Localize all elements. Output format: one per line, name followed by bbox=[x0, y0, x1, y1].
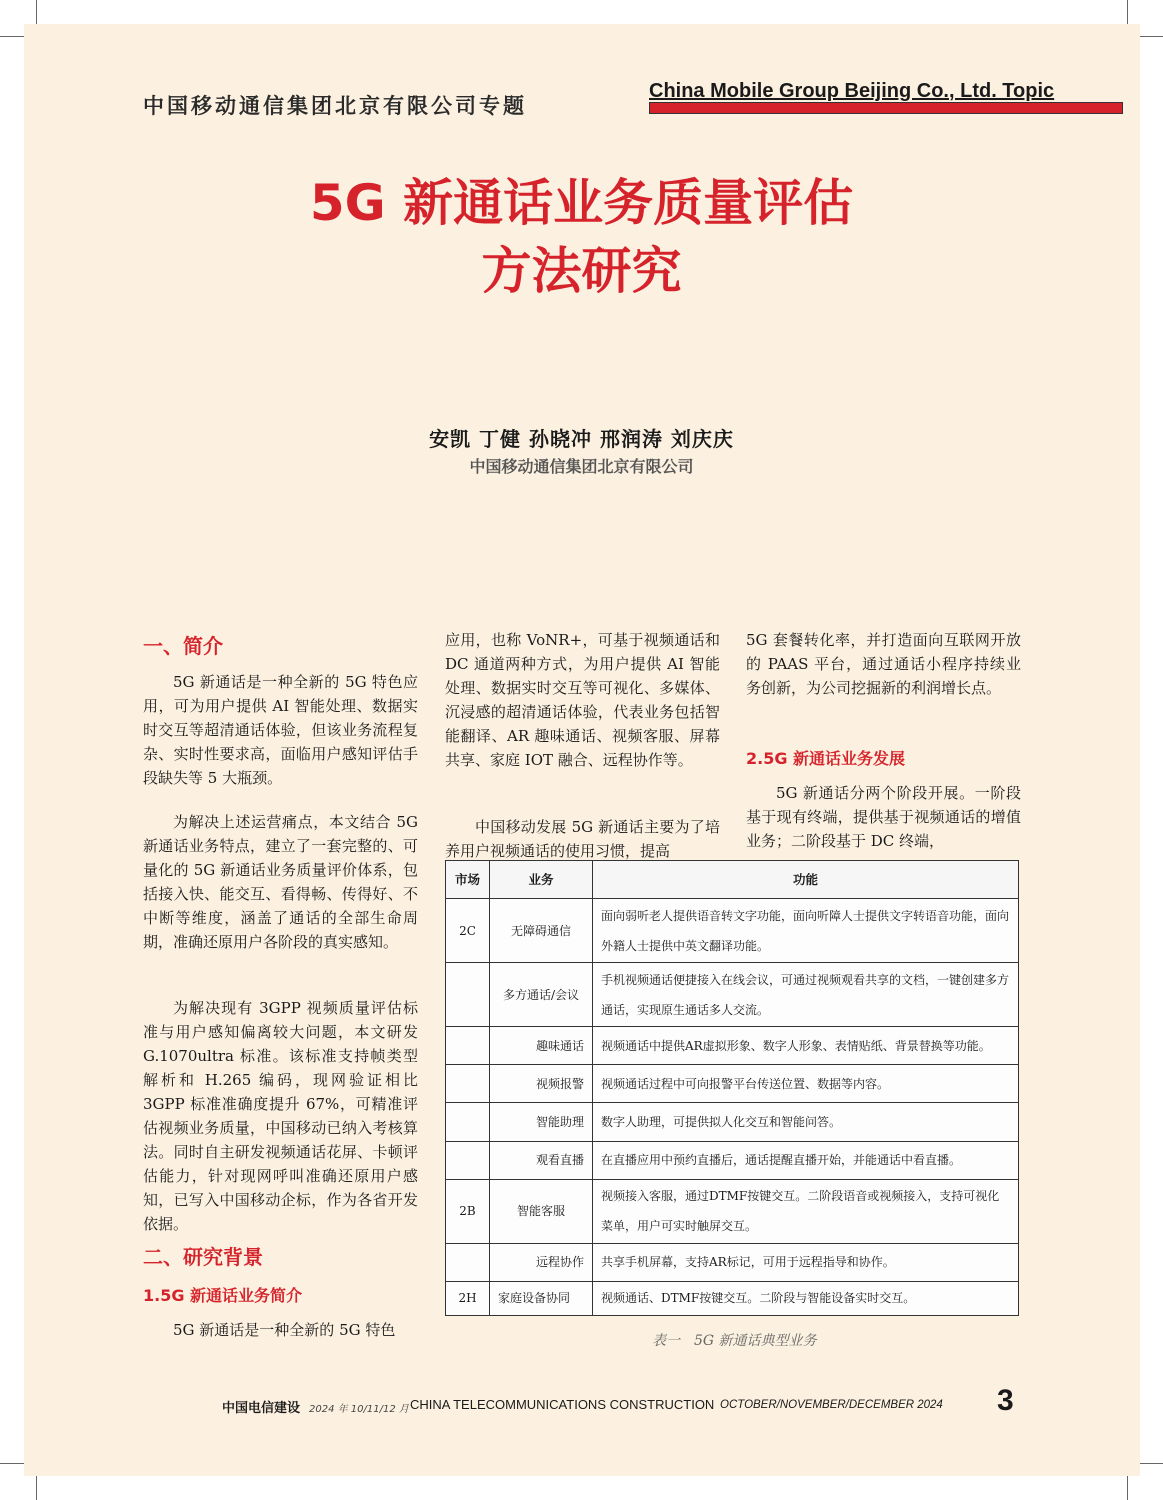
subsection-heading-1: 1.5G 新通话业务简介 bbox=[143, 1286, 303, 1305]
cell-market bbox=[446, 1103, 490, 1141]
cell-service: 智能助理 bbox=[490, 1103, 593, 1141]
table-row bbox=[446, 1065, 1019, 1103]
footer-magazine-en: CHINA TELECOMMUNICATIONS CONSTRUCTION bbox=[410, 1397, 715, 1412]
intro-paragraph-1: 5G 新通话是一种全新的 5G 特色应用，可为用户提供 AI 智能处理、数据实时交互等超清通话体验，但该业务流程复杂、实时性要求高，面临用户感知评估手段缺失等 5 大瓶颈。 bbox=[143, 673, 418, 787]
author-list: 安凯 丁健 孙晓冲 邢润涛 刘庆庆 bbox=[429, 427, 734, 451]
cell-market bbox=[446, 1243, 490, 1281]
subsection-heading-2: 2.5G 新通话业务发展 bbox=[746, 749, 906, 768]
cell-function: 视频通话过程中可向报警平台传送位置、数据等内容。 bbox=[593, 1065, 1019, 1103]
background-paragraph-1: 5G 新通话是一种全新的 5G 特色 bbox=[173, 1321, 396, 1339]
table-header-row bbox=[446, 861, 1019, 899]
header-market: 市场 bbox=[446, 861, 490, 899]
crop-mark bbox=[0, 1463, 24, 1464]
footer-date-en: OCTOBER/NOVEMBER/DECEMBER 2024 bbox=[720, 1399, 943, 1411]
intro-paragraph-2: 为解决上述运营痛点，本文结合 5G 新通话业务特点，建立了一套完整的、可量化的 5G 新通话业务质量评价体系，包括接入快、能交互、看得畅、传得好、不中断等维度，涵盖了通话的全部生命周期，准确还原用户各阶段的真实感知。 bbox=[143, 813, 418, 951]
crop-mark bbox=[1127, 0, 1128, 24]
crop-mark bbox=[1140, 1463, 1163, 1464]
table-row bbox=[446, 1281, 1019, 1315]
cell-function: 在直播应用中预约直播后，通话提醒直播开始，并能通话中看直播。 bbox=[593, 1141, 1019, 1179]
cell-market bbox=[446, 1065, 490, 1103]
cell-service: 趣味通话 bbox=[490, 1027, 593, 1065]
cell-service: 远程协作 bbox=[490, 1243, 593, 1281]
table-row bbox=[446, 1103, 1019, 1141]
cell-service: 智能客服 bbox=[490, 1179, 593, 1243]
crop-mark bbox=[1127, 1476, 1128, 1500]
cell-function: 共享手机屏幕，支持AR标记，可用于远程指导和协作。 bbox=[593, 1243, 1019, 1281]
cell-market bbox=[446, 1027, 490, 1065]
col3-paragraph-2: 5G 新通话分两个阶段开展。一阶段基于现有终端，提供基于视频通话的增值业务；二阶段基于 DC 终端， bbox=[746, 784, 1021, 850]
table-row bbox=[446, 1243, 1019, 1281]
cell-market: 2H bbox=[446, 1281, 490, 1315]
typical-services-table bbox=[445, 860, 1019, 1316]
crop-mark bbox=[36, 0, 37, 24]
cell-service: 观看直播 bbox=[490, 1141, 593, 1179]
col2-paragraph-1: 应用，也称 VoNR+，可基于视频通话和 DC 通道两种方式，为用户提供 AI 智能处理、数据实时交互等可视化、多媒体、沉浸感的超清通话体验，代表业务包括智能翻译、AR 趣味通话、视频客服、屏幕共享、家庭 IOT 融合、远程协作等。 bbox=[445, 631, 720, 769]
cell-market: 2B bbox=[446, 1179, 490, 1243]
header-service: 业务 bbox=[490, 861, 593, 899]
topic-header-cn: 中国移动通信集团北京有限公司专题 bbox=[143, 94, 527, 118]
topic-header-en: China Mobile Group Beijing Co., Ltd. Topic bbox=[649, 80, 1055, 102]
crop-mark bbox=[0, 36, 24, 37]
table-row bbox=[446, 1179, 1019, 1243]
table-caption: 表一 5G 新通话典型业务 bbox=[652, 1333, 817, 1349]
cell-function: 面向弱听老人提供语音转文字功能，面向听障人士提供文字转语音功能，面向外籍人士提供中英文翻译功能。 bbox=[593, 899, 1019, 963]
col2-paragraph-2: 中国移动发展 5G 新通话主要为了培养用户视频通话的使用习惯，提高 bbox=[445, 818, 720, 860]
section-heading-background: 二、研究背景 bbox=[143, 1245, 263, 1269]
cell-function: 数字人助理，可提供拟人化交互和智能问答。 bbox=[593, 1103, 1019, 1141]
cell-market bbox=[446, 1141, 490, 1179]
intro-paragraph-3: 为解决现有 3GPP 视频质量评估标准与用户感知偏离较大问题，本文研发 G.1070ultra 标准。该标准支持帧类型解析和 H.265 编码，现网验证相比 3GPP 标准准确度提升 67%，可精准评估视频业务质量，中国移动已纳入考核算法。同时自主研发视频通话花屏、卡顿评估能力，针对现网呼叫准确还原用户感知，已写入中国移动企标，作为各省开发依据。 bbox=[143, 999, 418, 1233]
article-title-line1: 5G 新通话业务质量评估 bbox=[309, 174, 854, 232]
page-number: 3 bbox=[997, 1384, 1014, 1417]
header-function: 功能 bbox=[593, 861, 1019, 899]
crop-mark bbox=[36, 1476, 37, 1500]
footer-date-cn: 2024 年 10/11/12 月 bbox=[309, 1404, 409, 1415]
section-heading-intro: 一、简介 bbox=[143, 634, 223, 658]
author-affiliation: 中国移动通信集团北京有限公司 bbox=[469, 457, 694, 476]
cell-service: 无障碍通信 bbox=[490, 899, 593, 963]
col3-paragraph-1: 5G 套餐转化率，并打造面向互联网开放的 PAAS 平台，通过通话小程序持续业务创新，为公司挖掘新的利润增长点。 bbox=[746, 631, 1021, 697]
table-row bbox=[446, 1027, 1019, 1065]
cell-service: 家庭设备协同 bbox=[490, 1281, 593, 1315]
footer-magazine-name: 中国电信建设 bbox=[222, 1401, 301, 1416]
article-title-line2: 方法研究 bbox=[481, 242, 682, 300]
crop-mark bbox=[1140, 36, 1163, 37]
cell-market: 2C bbox=[446, 899, 490, 963]
cell-function: 手机视频通话便捷接入在线会议，可通过视频观看共享的文档，一键创建多方通话，实现原生通话多人交流。 bbox=[593, 963, 1019, 1027]
header-accent-bar bbox=[649, 102, 1123, 114]
cell-market bbox=[446, 963, 490, 1027]
table-row bbox=[446, 963, 1019, 1027]
cell-function: 视频通话、DTMF按键交互。二阶段与智能设备实时交互。 bbox=[593, 1281, 1019, 1315]
cell-service: 多方通话/会议 bbox=[490, 963, 593, 1027]
table-row bbox=[446, 1141, 1019, 1179]
table-row bbox=[446, 899, 1019, 963]
cell-function: 视频通话中提供AR虚拟形象、数字人形象、表情贴纸、背景替换等功能。 bbox=[593, 1027, 1019, 1065]
cell-function: 视频接入客服，通过DTMF按键交互。二阶段语音或视频接入，支持可视化菜单，用户可实时触屏交互。 bbox=[593, 1179, 1019, 1243]
cell-service: 视频报警 bbox=[490, 1065, 593, 1103]
